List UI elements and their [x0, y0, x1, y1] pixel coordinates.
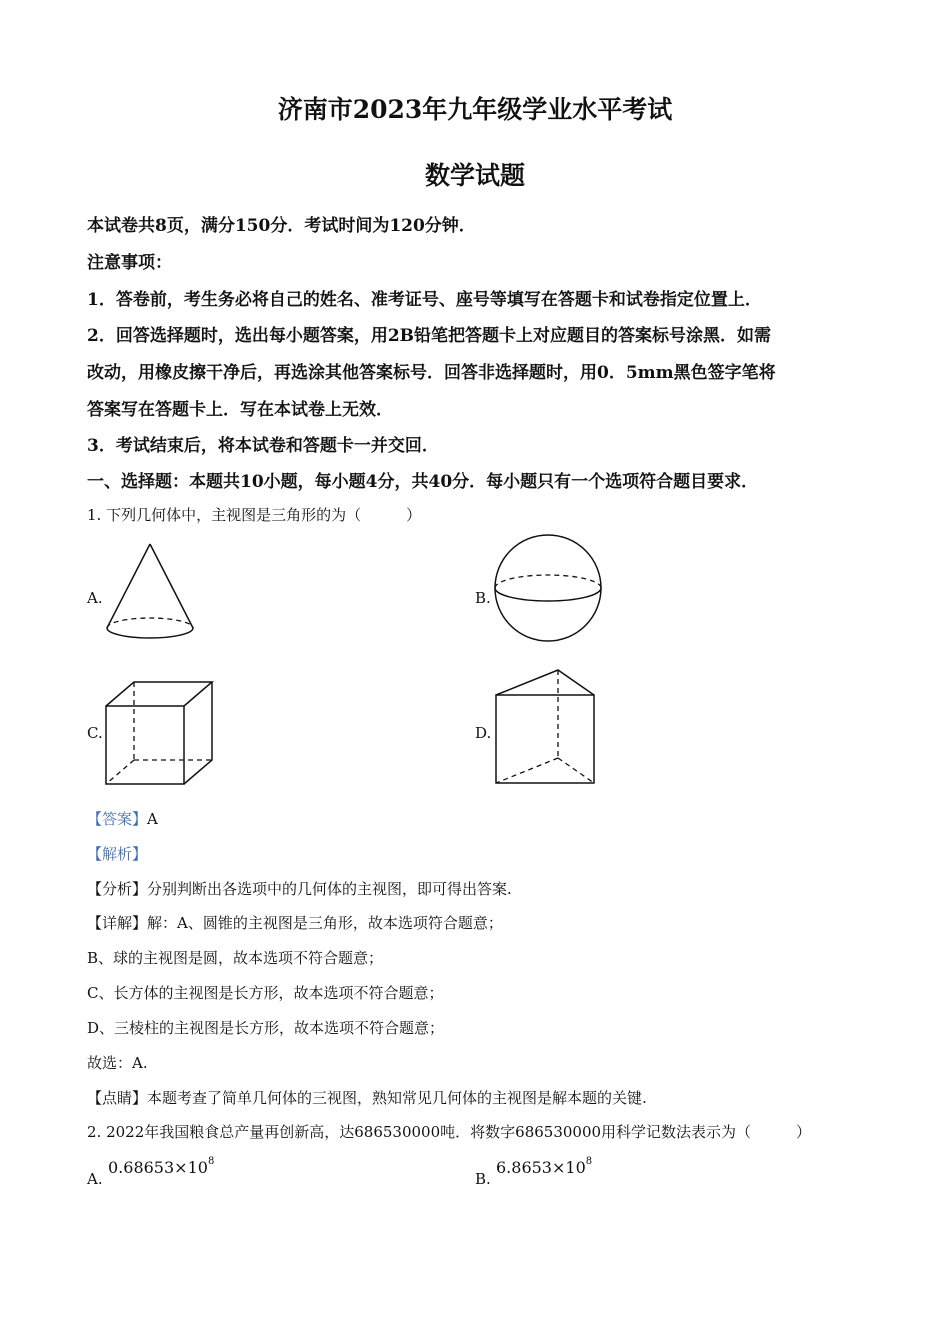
page-title: 济南市2023年九年级学业水平考试: [277, 95, 673, 124]
detail-d: D、三棱柱的主视图是长方形，故本选项不符合题意；: [87, 1019, 445, 1037]
answer-line: [87, 808, 158, 829]
question-2-stem: 2. 2022年我国粮食总产量再创新高，达686530000吨．将数字686530000用科学记数法表示为（ ）: [87, 1123, 812, 1141]
notice-item-2-line-2: 改动，用橡皮擦干净后，再选涂其他答案标号．回答非选择题时，用0．5mm黑色签字笔将: [87, 363, 776, 383]
q2-option-b-value: [496, 1158, 592, 1177]
q2-option-b-base: 6.8653×10: [496, 1158, 586, 1177]
cube-figure: [100, 676, 220, 790]
q2-option-a-value: [108, 1158, 214, 1177]
analysis-tag: 【解析】: [87, 845, 148, 863]
option-b-label: B.: [475, 589, 491, 607]
detail-b: B、球的主视图是圆，故本选项不符合题意；: [87, 949, 384, 967]
q2-option-a-exponent: 8: [207, 1156, 215, 1167]
q2-option-a-label: A.: [87, 1170, 103, 1188]
prism-figure: [490, 665, 600, 789]
notice-item-2-line-3: 答案写在答题卡上．写在本试卷上无效．: [87, 400, 393, 420]
option-a-label: A.: [87, 589, 103, 607]
q2-option-a-base: 0.68653×10: [108, 1158, 208, 1177]
answer-value: A: [147, 810, 158, 828]
intro-line: 本试卷共8页，满分150分．考试时间为120分钟．: [87, 216, 476, 236]
comment-text: 【点睛】本题考查了简单几何体的三视图，熟知常见几何体的主视图是解本题的关键.: [87, 1089, 647, 1107]
detail-text: 【详解】解：A、圆锥的主视图是三角形，故本选项符合题意；: [87, 914, 503, 932]
q2-option-b-exponent: 8: [585, 1156, 593, 1167]
choice-text: 故选：A.: [87, 1054, 148, 1072]
section-heading: 一、选择题：本题共10小题，每小题4分，共40分．每小题只有一个选项符合题目要求．: [87, 472, 759, 492]
analysis-text: 【分析】分别判断出各选项中的几何体的主视图，即可得出答案.: [87, 880, 512, 898]
option-c-label: C.: [87, 724, 103, 742]
option-d-label: D.: [475, 724, 492, 742]
notice-item-1: 1．答卷前，考生务必将自己的姓名、准考证号、座号等填写在答题卡和试卷指定位置上．: [87, 290, 762, 310]
answer-tag: 【答案】: [87, 810, 148, 828]
sphere-figure: [491, 531, 605, 645]
page-subtitle: 数学试题: [424, 161, 525, 190]
detail-c: C、长方体的主视图是长方形，故本选项不符合题意；: [87, 984, 444, 1002]
notice-item-2-line-1: 2．回答选择题时，选出每小题答案，用2B铅笔把答题卡上对应题目的答案标号涂黑．如需: [87, 326, 772, 346]
notice-item-3: 3．考试结束后，将本试卷和答题卡一并交回．: [87, 436, 439, 456]
cone-figure: [100, 540, 200, 644]
notice-heading: 注意事项：: [87, 253, 172, 273]
q2-option-b-label: B.: [475, 1170, 491, 1188]
question-1-stem: 1. 下列几何体中，主视图是三角形的为（ ）: [87, 506, 422, 524]
